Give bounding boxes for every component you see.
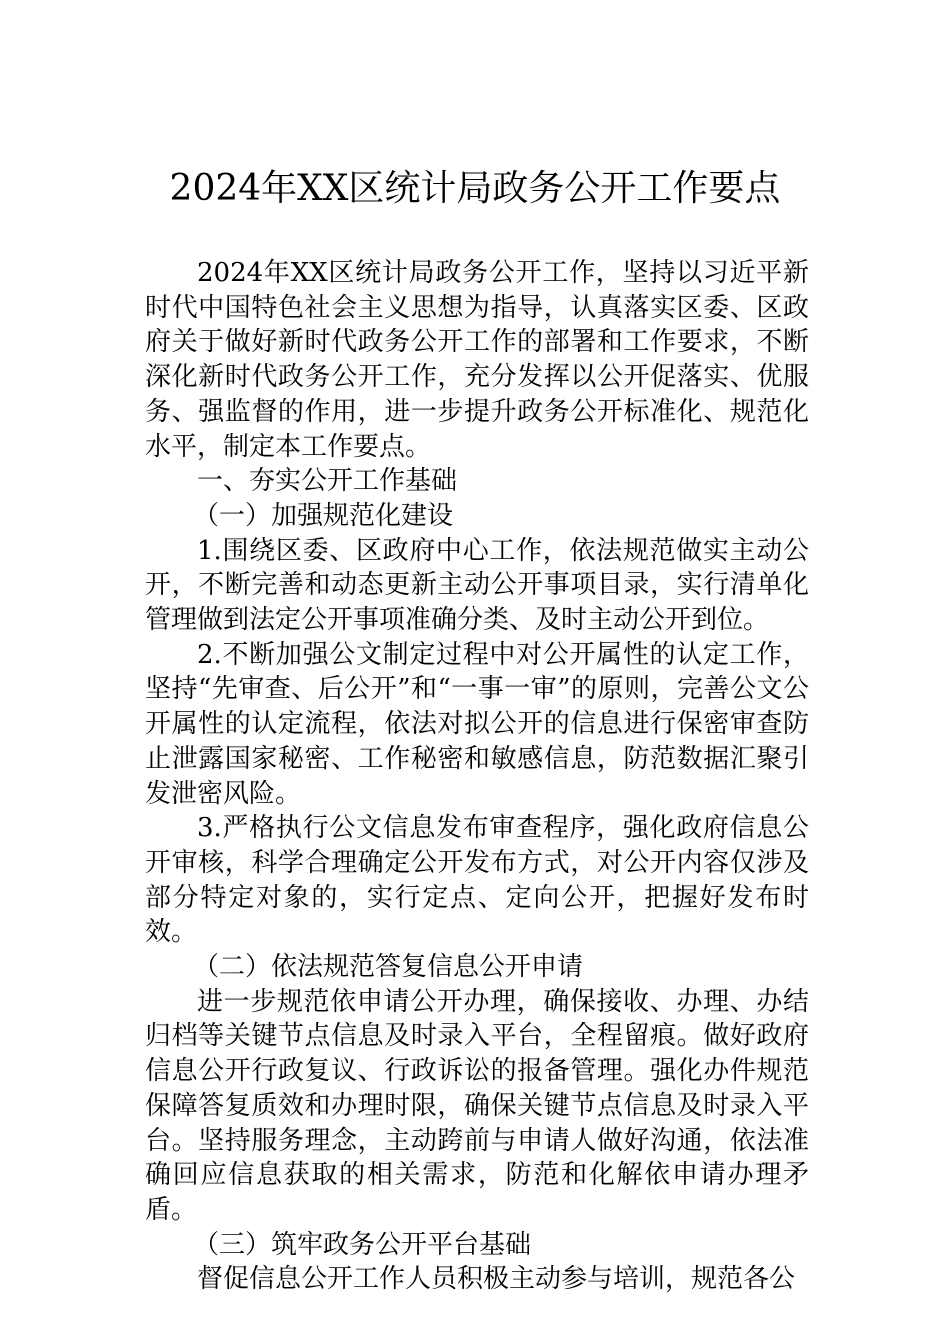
section-heading-1: 一、夯实公开工作基础 xyxy=(197,466,458,497)
intro-paragraph: 2024年XX区统计局政务公开工作，坚持以习近平新时代中国特色社会主义思想为指导，认真落实区委、区政府关于做好新时代政务公开工作的部署和工作要求，不断深化新时代政务公开工作，充分发挥以公开促落实、优服务、强监督的作用，进一步提升政务公开标准化、规范化水平，制定本工作要点。 xyxy=(145,258,809,462)
paragraph-application: 进一步规范依申请公开办理，确保接收、办理、办结归档等关键节点信息及时录入平台，全程留痕。做好政府信息公开行政复议、行政诉讼的报备管理。强化办件规范保障答复质效和办理时限，确保关键节点信息及时录入平台。坚持服务理念，主动跨前与申请人做好沟通，依法准确回应信息获取的相关需求，防范和化解依申请办理矛盾。 xyxy=(145,986,809,1225)
document-title: 2024年XX区统计局政务公开工作要点 xyxy=(169,168,781,209)
paragraph-item-1: 1.围绕区委、区政府中心工作，依法规范做实主动公开，不断完善和动态更新主动公开事项目录，实行清单化管理做到法定公开事项准确分类、及时主动公开到位。 xyxy=(145,535,809,636)
subsection-heading-1: （一）加强规范化建设 xyxy=(193,500,454,531)
paragraph-item-3: 3.严格执行公文信息发布审查程序，强化政府信息公开审核，科学合理确定公开发布方式，对公开内容仅涉及部分特定对象的，实行定点、定向公开，把握好发布时效。 xyxy=(145,813,809,948)
paragraph-platform: 督促信息公开工作人员积极主动参与培训，规范各公 xyxy=(197,1264,796,1295)
document-body xyxy=(145,256,809,1297)
subsection-heading-3: （三）筑牢政务公开平台基础 xyxy=(193,1229,532,1260)
paragraph-item-2: 2.不断加强公文制定过程中对公开属性的认定工作，坚持“先审查、后公开”和“一事一审”的原则，完善公文公开属性的认定流程，依法对拟公开的信息进行保密审查防止泄露国家秘密、工作秘密和敏感信息，防范数据汇聚引发泄密风险。 xyxy=(145,639,809,809)
subsection-heading-2: （二）依法规范答复信息公开申请 xyxy=(193,952,584,983)
